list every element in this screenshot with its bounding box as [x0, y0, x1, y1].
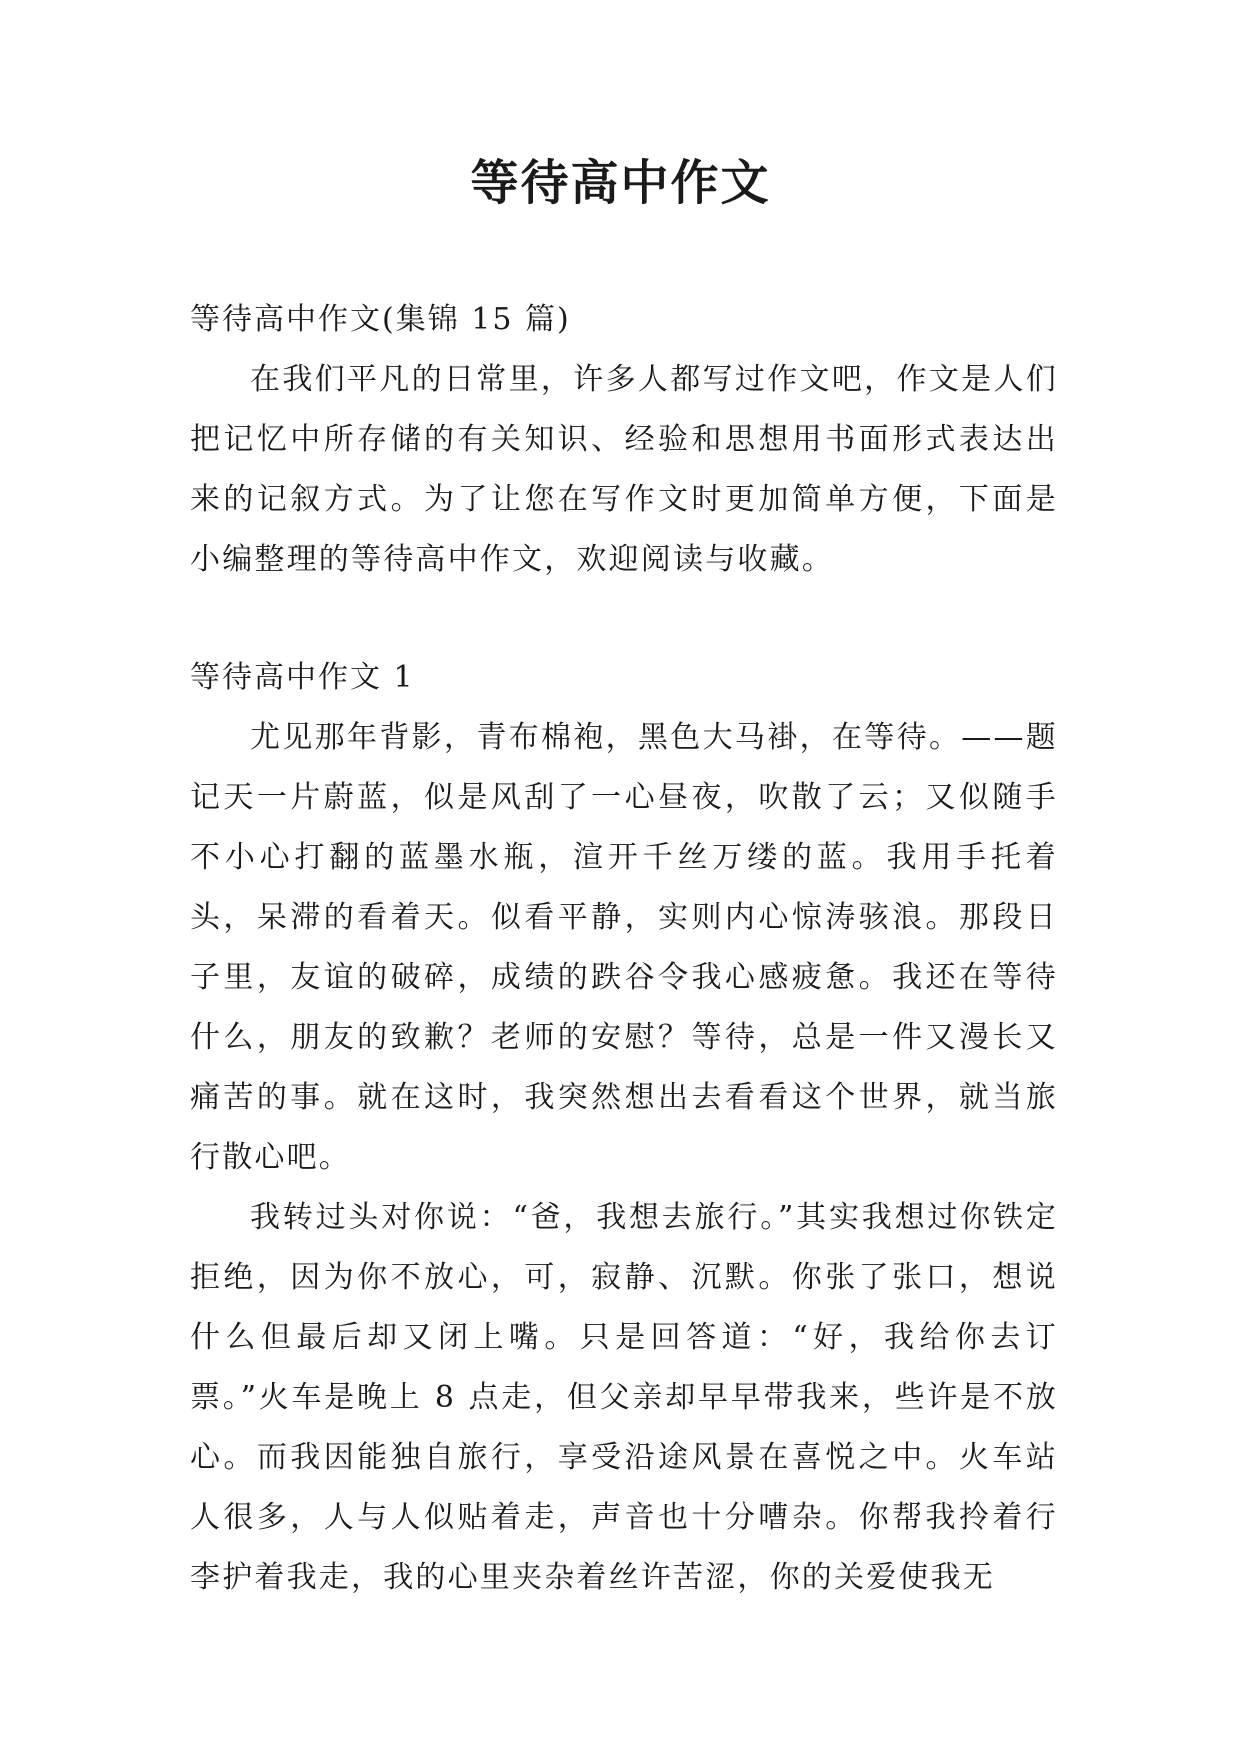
intro-paragraph: 在我们平凡的日常里，许多人都写过作文吧，作文是人们把记忆中所存储的有关知识、经验和思想用书面形式表达出来的记叙方式。为了让您在写作文时更加简单方便，下面是小编整理的等待高中作文，欢迎阅读与收藏。 [190, 362, 1058, 577]
body-paragraph: 我转过头对你说：“爸，我想去旅行。”其实我想过你铁定拒绝，因为你不放心，可，寂静、沉默。你张了张口，想说什么但最后却又闭上嘴。只是回答道：“好，我给你去订票。”火车是晚上 8 点走，但父亲却早早带我来，些许是不放心。而我因能独自旅行，享受沿途风景在喜悦之中。火车站人很多，人与人似贴着走，声音也十分嘈杂。你帮我拎着行李护着我走，我的心里夹杂着丝许苦涩，你的关爱使我无 [190, 1200, 1058, 1595]
document-body [190, 290, 1058, 1608]
body-paragraph: 尤见那年背影，青布棉袍，黑色大马褂，在等待。——题记天一片蔚蓝，似是风刮了一心昼夜，吹散了云；又似随手不小心打翻的蓝墨水瓶，渲开千丝万缕的蓝。我用手托着头，呆滞的看着天。似看平静，实则内心惊涛骇浪。那段日子里，友谊的破碎，成绩的跌谷令我心感疲惫。我还在等待什么，朋友的致歉？老师的安慰？等待，总是一件又漫长又痛苦的事。就在这时，我突然想出去看看这个世界，就当旅行散心吧。 [190, 720, 1058, 1175]
document-subtitle: 等待高中作文(集锦 15 篇) [190, 302, 571, 337]
document-title: 等待高中作文 [470, 155, 771, 211]
section-spacer [190, 590, 1058, 648]
section-heading: 等待高中作文 1 [190, 660, 415, 695]
